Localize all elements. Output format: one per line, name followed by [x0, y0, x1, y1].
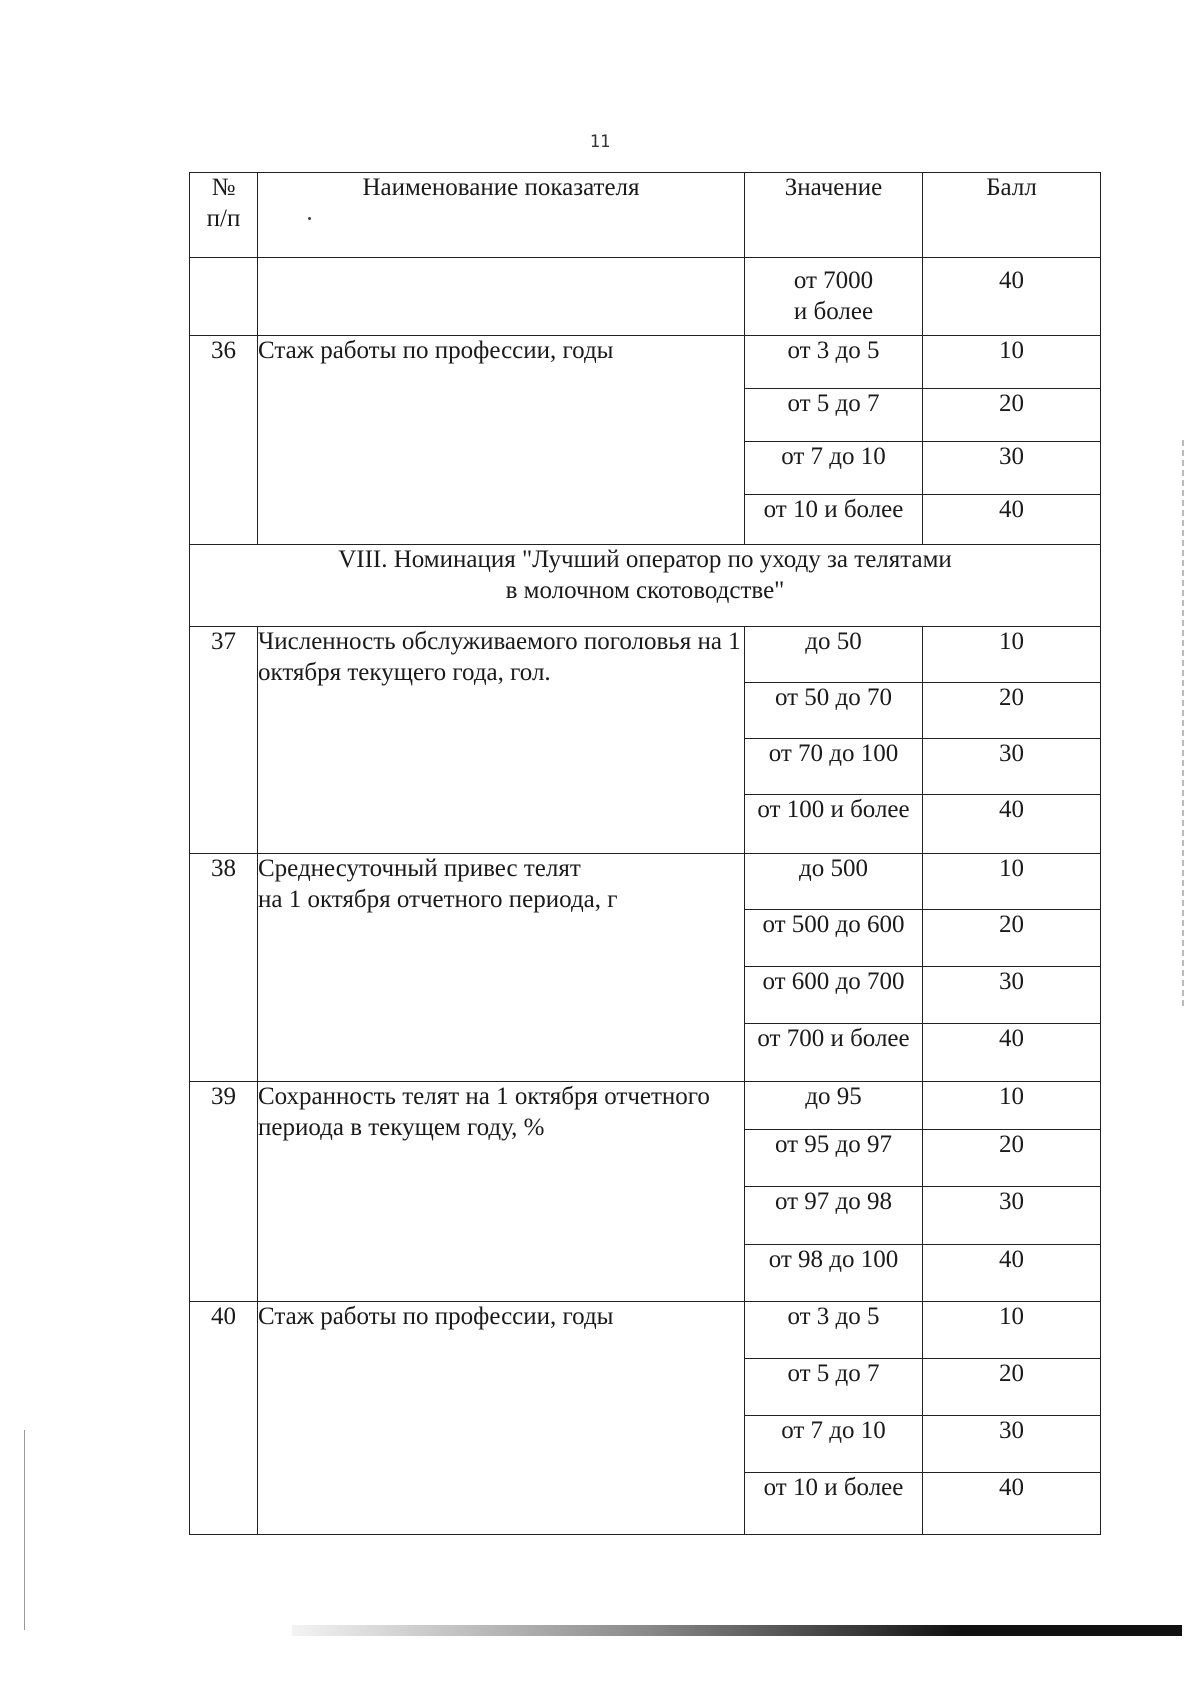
row-value: от 50 до 70 — [745, 683, 923, 739]
row-points: 40 — [923, 495, 1101, 545]
header-points: Балл — [923, 173, 1101, 258]
row-value: от 7000 и более — [745, 258, 923, 336]
row-name: Стаж работы по профессии, годы — [258, 1302, 745, 1535]
row-number: 39 — [190, 1082, 258, 1302]
row-points: 10 — [923, 854, 1101, 910]
row-value: от 600 до 700 — [745, 967, 923, 1024]
row-name: Сохранность телят на 1 октября отчетного периода в текущем году, % — [258, 1082, 745, 1302]
row-value: от 700 и более — [745, 1024, 923, 1082]
row-points: 20 — [923, 1130, 1101, 1187]
page-number: 11 — [589, 132, 611, 152]
row-name: Стаж работы по профессии, годы — [258, 336, 745, 545]
row-value: от 7 до 10 — [745, 1416, 923, 1473]
header-name-label: Наименование показателя — [362, 174, 640, 201]
row-points: 20 — [923, 910, 1101, 967]
row-points: 40 — [923, 1024, 1101, 1082]
row-points: 10 — [923, 627, 1101, 683]
row-points: 30 — [923, 442, 1101, 495]
row-value: от 95 до 97 — [745, 1130, 923, 1187]
row-points: 40 — [923, 1245, 1101, 1302]
row-points: 20 — [923, 1359, 1101, 1416]
row-points: 10 — [923, 1082, 1101, 1130]
row-points: 20 — [923, 683, 1101, 739]
header-name — [258, 173, 745, 258]
row-points: 40 — [923, 795, 1101, 854]
row-value: от 5 до 7 — [745, 1359, 923, 1416]
scan-artifact-right — [1182, 440, 1184, 1010]
row-points: 10 — [923, 1302, 1101, 1359]
scan-dot — [308, 217, 311, 220]
table-row — [190, 336, 1101, 389]
row-value: от 5 до 7 — [745, 389, 923, 442]
row-number — [190, 258, 258, 336]
row-number: 36 — [190, 336, 258, 545]
row-number: 37 — [190, 627, 258, 854]
row-value: от 3 до 5 — [745, 336, 923, 389]
table-row — [190, 854, 1101, 910]
row-name — [258, 258, 745, 336]
row-points: 10 — [923, 336, 1101, 389]
table-row — [190, 1082, 1101, 1130]
row-points: 30 — [923, 1416, 1101, 1473]
table-row — [190, 627, 1101, 683]
row-points: 30 — [923, 967, 1101, 1024]
row-value: от 3 до 5 — [745, 1302, 923, 1359]
scan-artifact-bottom-bar — [292, 1625, 1182, 1636]
row-value: от 10 и более — [745, 1473, 923, 1535]
header-number: № п/п — [190, 173, 258, 258]
row-points: 20 — [923, 389, 1101, 442]
row-number: 38 — [190, 854, 258, 1082]
section-title: VIII. Номинация "Лучший оператор по уходу за телятами в молочном скотоводстве" — [190, 545, 1101, 627]
row-value: от 500 до 600 — [745, 910, 923, 967]
row-name: Численность обслуживаемого поголовья на 1 октября текущего года, гол. — [258, 627, 745, 854]
row-number: 40 — [190, 1302, 258, 1535]
row-name: Среднесуточный привес телят на 1 октября отчетного периода, г — [258, 854, 745, 1082]
row-value: от 98 до 100 — [745, 1245, 923, 1302]
section-row — [190, 545, 1101, 627]
criteria-table — [189, 172, 1101, 1535]
row-points: 40 — [923, 258, 1101, 336]
header-value: Значение — [745, 173, 923, 258]
row-value: от 97 до 98 — [745, 1187, 923, 1245]
row-value: от 70 до 100 — [745, 739, 923, 795]
table-row — [190, 258, 1101, 336]
table-row — [190, 1302, 1101, 1359]
row-value: от 10 и более — [745, 495, 923, 545]
row-points: 30 — [923, 739, 1101, 795]
table-header-row — [190, 173, 1101, 258]
row-value: от 100 и более — [745, 795, 923, 854]
row-points: 30 — [923, 1187, 1101, 1245]
row-value: до 500 — [745, 854, 923, 910]
row-value: от 7 до 10 — [745, 442, 923, 495]
scan-artifact-left — [24, 1430, 25, 1630]
row-points: 40 — [923, 1473, 1101, 1535]
row-value: до 50 — [745, 627, 923, 683]
row-value: до 95 — [745, 1082, 923, 1130]
